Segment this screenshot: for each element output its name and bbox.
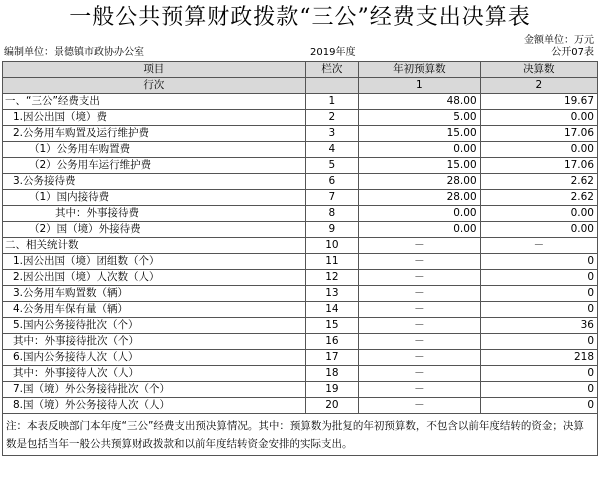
subheader-row [3,78,598,94]
row-line: 13 [305,286,359,302]
row-label: 5.国内公务接待批次（个） [3,318,306,334]
row-budget: － [359,286,480,302]
header-item: 项目 [3,62,306,78]
row-budget: － [359,382,480,398]
page-title: 一般公共预算财政拨款“三公”经费支出决算表 [69,5,531,30]
row-actual: 17.06 [480,126,597,142]
row-label: 3.公务接待费 [3,174,306,190]
row-budget: － [359,238,480,254]
table-row [3,142,598,158]
row-budget: － [359,398,480,414]
table-row [3,238,598,254]
row-actual: 36 [480,318,597,334]
row-budget: 0.00 [359,142,480,158]
row-actual: 2.62 [480,174,597,190]
row-line: 5 [305,158,359,174]
table-row [3,302,598,318]
row-budget: 48.00 [359,94,480,110]
row-label: 8.国（境）外公务接待人次（人） [3,398,306,414]
row-line: 4 [305,142,359,158]
row-budget: － [359,270,480,286]
row-actual: 0 [480,254,597,270]
row-label: 其中：外事接待费 [3,206,306,222]
row-actual: 0 [480,382,597,398]
row-line: 20 [305,398,359,414]
table-row [3,158,598,174]
table-row [3,350,598,366]
table-row [3,334,598,350]
unit-label: 金额单位：万元 [524,35,594,46]
table-row [3,398,598,414]
row-line: 15 [305,318,359,334]
table-row [3,110,598,126]
row-line: 9 [305,222,359,238]
row-actual: 0 [480,334,597,350]
row-line: 3 [305,126,359,142]
row-budget: － [359,350,480,366]
row-label: （2）公务用车运行维护费 [3,158,306,174]
row-label: 一、“三公”经费支出 [3,94,306,110]
row-budget: 15.00 [359,158,480,174]
row-line: 10 [305,238,359,254]
row-line: 18 [305,366,359,382]
row-label: （1）国内接待费 [3,190,306,206]
row-actual: 0 [480,398,597,414]
row-label: 6.国内公务接待人次（人） [3,350,306,366]
year-label: 2019年度 [310,47,356,58]
row-budget: － [359,254,480,270]
table-row [3,126,598,142]
row-budget: － [359,318,480,334]
table-row [3,222,598,238]
row-label: 二、相关统计数 [3,238,306,254]
row-label: 4.公务用车保有量（辆） [3,302,306,318]
row-line: 1 [305,94,359,110]
row-budget: － [359,366,480,382]
table-row [3,190,598,206]
row-label: （1）公务用车购置费 [3,142,306,158]
table-row [3,94,598,110]
subheader-item: 行次 [3,78,306,94]
row-label: （2）国（境）外接待费 [3,222,306,238]
table-row [3,366,598,382]
row-actual: 17.06 [480,158,597,174]
org-label: 编制单位：景德镇市政协办公室 [4,47,144,58]
row-actual: 0.00 [480,222,597,238]
row-label: 其中：外事接待批次（个） [3,334,306,350]
row-budget: 28.00 [359,190,480,206]
row-line: 16 [305,334,359,350]
header-budget: 年初预算数 [359,62,480,78]
row-line: 19 [305,382,359,398]
subheader-actual: 2 [480,78,597,94]
row-label: 3.公务用车购置数（辆） [3,286,306,302]
row-budget: 5.00 [359,110,480,126]
subheader-seq [305,78,359,94]
table-row [3,318,598,334]
table-note: 注：本表反映部门本年度“三公”经费支出预决算情况。其中：预算数为批复的年初预算数，不包含以前年度结转的资金；决算数是包括当年一般公共预算财政拨款和以前年度结转资金安排的实际支出。 [3,414,598,456]
row-actual: 0.00 [480,142,597,158]
row-line: 8 [305,206,359,222]
header-seq: 栏次 [305,62,359,78]
row-line: 17 [305,350,359,366]
table-row [3,270,598,286]
row-actual: 0 [480,302,597,318]
row-line: 14 [305,302,359,318]
row-line: 12 [305,270,359,286]
row-budget: 15.00 [359,126,480,142]
row-actual: 2.62 [480,190,597,206]
table-row [3,382,598,398]
row-line: 7 [305,190,359,206]
row-actual: － [480,238,597,254]
row-line: 6 [305,174,359,190]
row-line: 2 [305,110,359,126]
row-actual: 0 [480,286,597,302]
table-row [3,206,598,222]
row-actual: 0.00 [480,110,597,126]
header-actual: 决算数 [480,62,597,78]
expenditure-table [2,61,598,456]
form-code-label: 公开07表 [551,47,594,58]
note-row [3,414,598,456]
row-actual: 0 [480,366,597,382]
row-label: 2.公务用车购置及运行维护费 [3,126,306,142]
row-actual: 19.67 [480,94,597,110]
row-label: 1.因公出国（境）团组数（个） [3,254,306,270]
row-actual: 218 [480,350,597,366]
row-actual: 0.00 [480,206,597,222]
row-label: 2.因公出国（境）人次数（人） [3,270,306,286]
row-actual: 0 [480,270,597,286]
table-row [3,174,598,190]
row-budget: 28.00 [359,174,480,190]
row-line: 11 [305,254,359,270]
row-budget: 0.00 [359,222,480,238]
row-label: 其中：外事接待人次（人） [3,366,306,382]
row-budget: － [359,302,480,318]
table-row [3,286,598,302]
subheader-budget: 1 [359,78,480,94]
row-budget: 0.00 [359,206,480,222]
row-budget: － [359,334,480,350]
row-label: 7.国（境）外公务接待批次（个） [3,382,306,398]
row-label: 1.因公出国（境）费 [3,110,306,126]
header-row [3,62,598,78]
table-row [3,254,598,270]
